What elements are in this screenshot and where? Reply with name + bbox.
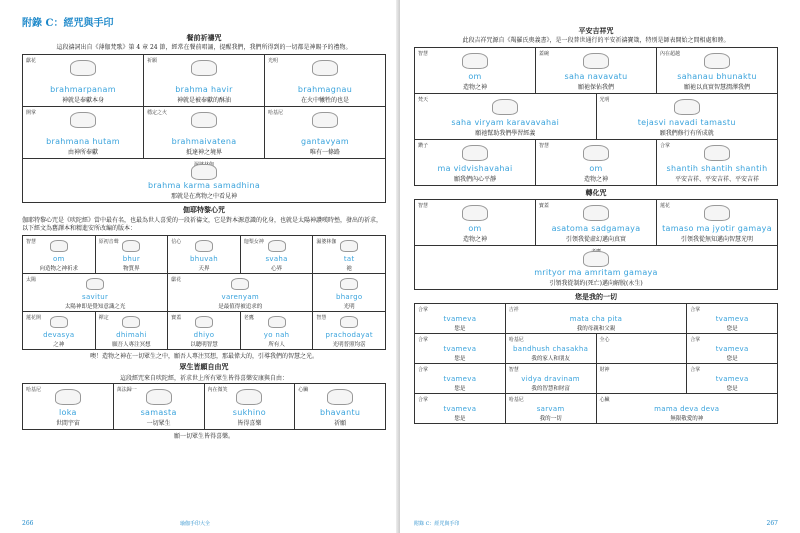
mudra-cell	[597, 334, 688, 364]
mudra-label: 內在超越	[660, 51, 681, 57]
translation-text: 心界	[271, 266, 283, 272]
sanskrit-text: savitur	[82, 293, 109, 301]
sanskrit-text: brahma havir	[175, 85, 233, 94]
mudra-label: 萬法歸一	[116, 387, 137, 393]
mudra-cell	[144, 55, 265, 107]
mudra-cell	[506, 394, 597, 424]
mudra-grid	[414, 199, 778, 290]
mudra-cell	[23, 236, 96, 274]
translation-text: 光明普照均霑	[332, 342, 366, 348]
sanskrit-text: tat	[343, 255, 355, 263]
mudra-cell	[241, 312, 314, 350]
hand-icon	[583, 205, 609, 221]
mudra-cell	[96, 312, 169, 350]
mudra-cell-wide	[415, 246, 778, 290]
mudra-cell	[657, 200, 778, 246]
hand-icon	[50, 240, 68, 252]
sanskrit-text: brahmagnau	[297, 85, 353, 94]
mudra-cell	[506, 304, 688, 334]
mudra-grid	[22, 383, 386, 430]
hand-icon	[312, 60, 338, 76]
hand-icon	[312, 112, 338, 128]
hand-icon	[327, 389, 353, 405]
hand-icon	[462, 53, 488, 69]
mudra-cell	[313, 236, 386, 274]
hand-icon	[191, 112, 217, 128]
mudra-label: 蓮花	[660, 203, 671, 209]
closing-line: 願一切眾生皆得喜樂。	[173, 433, 234, 440]
section-title: 餐前祈禱咒	[186, 33, 222, 42]
sanskrit-text: tvameva	[443, 405, 477, 413]
sanskrit-text: varenyam	[221, 293, 260, 301]
sanskrit-text: yo nah	[263, 331, 290, 339]
mudra-label: 迦梨女神	[243, 239, 264, 245]
mudra-cell	[144, 107, 265, 159]
translation-text: 引領我從制約(死亡)邁向解脫(永生)	[549, 280, 643, 287]
mudra-cell	[597, 394, 779, 424]
sanskrit-text: asatoma sadgamaya	[551, 224, 641, 233]
sanskrit-text: bhur	[122, 255, 141, 263]
mudra-label: 合掌	[418, 397, 429, 403]
mudra-label: 寶蓋	[539, 203, 550, 209]
sanskrit-text: devasya	[43, 331, 75, 339]
sanskrit-text: prachodayat	[325, 331, 373, 339]
mudra-label: 蓮花開	[26, 315, 42, 321]
hand-icon	[70, 112, 96, 128]
hand-icon	[583, 251, 609, 267]
page-number: 266	[22, 520, 34, 527]
hand-icon	[146, 389, 172, 405]
chapter-header: 附錄 C：經咒與手印	[22, 18, 114, 29]
sanskrit-text: om	[468, 72, 482, 81]
mudra-grid	[414, 94, 778, 140]
translation-text: 願吾人專注冥想	[112, 342, 151, 348]
mudra-cell	[23, 384, 114, 430]
translation-text: 引領我從無知邁向智慧光明	[680, 236, 753, 243]
translation-text: 我的母親和父親	[576, 326, 616, 332]
mudra-label: 智慧	[26, 239, 37, 245]
mudra-cell	[295, 384, 386, 430]
hand-icon	[704, 53, 730, 69]
translation-text: 我的家人和朋友	[531, 356, 570, 362]
mudra-label: 智慧	[418, 203, 429, 209]
hand-icon	[122, 316, 140, 328]
translation-text: 那就是在萬物之中看見神	[170, 193, 237, 200]
sanskrit-text: saha navavatu	[564, 72, 628, 81]
mudra-cell	[687, 364, 778, 394]
mudra-cell	[415, 48, 536, 94]
sanskrit-text: om	[468, 224, 482, 233]
hand-icon	[55, 389, 81, 405]
mudra-cell	[536, 140, 657, 186]
hand-icon	[268, 316, 286, 328]
sanskrit-text: svaha	[265, 255, 288, 263]
translation-text: 在火中犧牲的也是	[300, 97, 349, 104]
sanskrit-text: tvameva	[715, 315, 749, 323]
sanskrit-text: mata cha pita	[569, 315, 623, 323]
sanskrit-text: tvameva	[443, 375, 477, 383]
sanskrit-text: sahanau bhunaktu	[677, 72, 757, 81]
sanskrit-text: tvameva	[715, 345, 749, 353]
translation-text: 我的智慧和財富	[531, 386, 570, 392]
hand-icon	[191, 164, 217, 180]
hand-icon	[195, 240, 213, 252]
mudra-label: 老鷹	[243, 315, 254, 321]
translation-text: 太陽神即是覺知意識之光	[64, 304, 126, 310]
mudra-label: 哈基尼	[508, 337, 524, 343]
translation-text: 抵達神之境界	[185, 149, 222, 156]
mudra-label: 智慧	[539, 143, 550, 149]
mudra-label: 吉祥	[508, 307, 519, 313]
hand-icon	[704, 145, 730, 161]
hand-icon	[231, 278, 249, 290]
mudra-label: 寶蓋	[171, 315, 182, 321]
mudra-label: 光明	[268, 58, 279, 64]
section-intro: 伽耶特黎心咒是《吠陀經》當中最有名，也最為世人喜愛的一段祈禱文，它是對本源意識的化身，也就是太陽神讚嘆時墊，發出的祈求，以下經文為舊譯本和精進安所改編的版本：	[22, 217, 383, 232]
sanskrit-text: brahmana hutam	[46, 137, 120, 146]
sanskrit-text: samasta	[140, 408, 177, 417]
mudra-label: 信心	[171, 239, 182, 245]
hand-icon	[674, 99, 700, 115]
translation-text: 您是	[454, 356, 466, 362]
mudra-cell	[241, 236, 314, 274]
mudra-cell	[687, 304, 778, 334]
hand-icon	[462, 205, 488, 221]
sanskrit-text: bhavantu	[319, 408, 361, 417]
mudra-cell	[265, 55, 386, 107]
translation-text: 天界	[198, 266, 210, 272]
mudra-cell	[313, 312, 386, 350]
mudra-grid	[414, 394, 778, 424]
section-title: 伽耶特黎心咒	[183, 205, 225, 214]
mudra-cell	[506, 334, 597, 364]
mudra-label: 心臟	[298, 387, 309, 393]
hand-icon	[340, 240, 358, 252]
page-number: 267	[766, 520, 778, 527]
translation-text: 唯有一條路	[309, 149, 340, 156]
closing-line: 噢！造物之神在一切眾生之中，願吾人專注冥想，那最偉大的，引導我們的智慧之光。	[89, 353, 318, 360]
sanskrit-text: dhimahi	[116, 331, 147, 339]
mudra-cell	[415, 334, 506, 364]
mudra-label: 原初音聲	[98, 239, 119, 245]
sanskrit-text: shantih shantih shantih	[666, 164, 768, 173]
sanskrit-text: vidya dravinam	[521, 375, 580, 383]
mudra-label: 智慧	[316, 315, 327, 321]
sanskrit-text: bandhush chasakha	[513, 345, 589, 353]
sanskrit-text: tejasvi navadi tamastu	[637, 118, 736, 127]
sanskrit-text: bhuvah	[189, 255, 218, 263]
mudra-cell	[114, 384, 205, 430]
mudra-grid	[414, 47, 778, 94]
sanskrit-text: loka	[59, 408, 77, 417]
mudra-label: 合掌	[418, 337, 429, 343]
footer-title: 附錄 C：經咒與手印	[414, 521, 460, 527]
mudra-label: 智慧	[508, 367, 519, 373]
translation-text: 所有人	[268, 342, 285, 348]
translation-text: 無限敬愛的神	[670, 416, 704, 422]
translation-text: 願祂以真實智慧潤澤我們	[683, 84, 750, 91]
hand-icon	[583, 145, 609, 161]
sanskrit-text: ma vidvishavahai	[437, 164, 513, 173]
translation-text: 祂	[346, 266, 352, 272]
mudra-cell-wide	[23, 159, 386, 203]
hand-icon	[236, 389, 262, 405]
translation-text: 願祂保佑我們	[577, 84, 614, 91]
mudra-cell	[96, 236, 169, 274]
translation-text: 光明	[343, 304, 355, 310]
mudra-label: 梵天	[418, 97, 429, 103]
section-intro: 這段經咒來自吠陀經，祈求世上所有眾生皆得喜樂安康與自由：	[119, 375, 288, 382]
sanskrit-text: sukhino	[232, 408, 266, 417]
mudra-grid	[414, 303, 778, 334]
mudra-cell	[265, 107, 386, 159]
sanskrit-text: mrityor ma amritam gamaya	[534, 268, 658, 277]
translation-text: 造物之神	[462, 84, 487, 91]
mudra-cell	[657, 48, 778, 94]
mudra-label: 心臟	[599, 397, 610, 403]
hand-icon	[268, 240, 286, 252]
translation-text: 由神所奉獻	[67, 149, 98, 156]
sanskrit-text: sarvam	[536, 405, 565, 413]
sanskrit-text: saha viryam karavavahai	[451, 118, 560, 127]
mudra-label: 穩定之火	[147, 110, 168, 116]
sanskrit-text: tvameva	[715, 375, 749, 383]
mudra-grid	[414, 140, 778, 186]
mudra-label: 合掌	[418, 367, 429, 373]
mudra-cell	[23, 274, 168, 312]
mudra-label: 開掌	[26, 110, 37, 116]
mudra-grid	[414, 334, 778, 394]
hand-icon	[340, 316, 358, 328]
mudra-cell	[415, 200, 536, 246]
mudra-cell	[597, 364, 688, 394]
translation-text: 您是	[454, 416, 466, 422]
sanskrit-text: mama deva deva	[654, 405, 720, 413]
mudra-label: 內在微笑	[207, 387, 228, 393]
mudra-label: 蓋碗	[539, 51, 550, 57]
mudra-cell	[597, 94, 779, 140]
translation-text: 祈願	[334, 420, 347, 427]
mudra-label: 太陽	[26, 277, 37, 283]
translation-text: 物質界	[123, 266, 140, 272]
mudra-label: 合掌	[690, 337, 701, 343]
mudra-cell	[687, 334, 778, 364]
hand-icon	[492, 99, 518, 115]
mudra-label: 濕婆林伽	[316, 239, 337, 245]
translation-text: 願我們內心平靜	[453, 176, 496, 183]
translation-text: 是最值得被追求的	[218, 304, 263, 310]
mudra-cell	[313, 274, 386, 312]
translation-text: 以聰明智慧	[190, 342, 218, 348]
translation-text: 神就是奉獻本身	[61, 97, 104, 104]
hand-icon	[340, 278, 358, 290]
sanskrit-text: om	[589, 164, 603, 173]
mudra-cell	[23, 312, 96, 350]
hand-icon	[191, 60, 217, 76]
mudra-cell	[168, 274, 313, 312]
mudra-cell	[506, 364, 597, 394]
right-page	[400, 0, 800, 533]
mudra-cell	[168, 236, 241, 274]
mudra-label: 禪定	[98, 315, 109, 321]
mudra-label: 哈基尼	[26, 387, 42, 393]
mudra-label: 合掌	[690, 367, 701, 373]
mudra-grid	[22, 54, 386, 203]
translation-text: 神就是被奉獻的酥油	[176, 97, 231, 104]
section-title: 您是我的一切	[575, 292, 617, 301]
mudra-cell	[168, 312, 241, 350]
translation-text: 願祂幫助我們學習經義	[475, 130, 536, 137]
mudra-cell	[415, 140, 536, 186]
mudra-label: 智慧	[418, 51, 429, 57]
mudra-cell	[657, 140, 778, 186]
mudra-cell	[23, 107, 144, 159]
mudra-label: 哈基尼	[508, 397, 524, 403]
translation-text: 世間宇宙	[55, 420, 80, 427]
section-title: 眾生皆願自由咒	[179, 362, 229, 371]
mudra-label: 光明	[599, 97, 610, 103]
mudra-cell	[415, 304, 506, 334]
mudra-cell	[415, 364, 506, 394]
translation-text: 我的一切	[539, 416, 562, 422]
mudra-label: 祈願	[147, 58, 158, 64]
mudra-cell	[205, 384, 296, 430]
sanskrit-text: brahmaivatena	[171, 137, 237, 146]
mudra-label: 財神	[599, 367, 610, 373]
translation-text: 引領我從虛幻邁向真實	[565, 236, 626, 243]
hand-icon	[583, 53, 609, 69]
hand-icon	[462, 145, 488, 161]
translation-text: 之神	[53, 342, 65, 348]
mudra-label: 合掌	[660, 143, 671, 149]
translation-text: 您是	[726, 326, 738, 332]
sanskrit-text: om	[52, 255, 65, 263]
mudra-label: 全心	[599, 337, 610, 343]
mudra-grid	[22, 235, 386, 350]
translation-text: 您是	[726, 386, 738, 392]
hand-icon	[704, 205, 730, 221]
hand-icon	[122, 240, 140, 252]
section-title: 轉化咒	[585, 188, 607, 197]
mudra-cell	[415, 394, 506, 424]
mudra-label: 獻花	[171, 277, 182, 283]
translation-text: 您是	[454, 326, 466, 332]
sanskrit-text: bhargo	[335, 293, 363, 301]
sanskrit-text: gantavyam	[301, 137, 349, 146]
sanskrit-text: tvameva	[443, 345, 477, 353]
translation-text: 向造物之神祈求	[39, 266, 79, 272]
translation-text: 願我們修行有所成就	[659, 130, 714, 137]
sanskrit-text: tamaso ma jyotir gamaya	[662, 224, 772, 233]
mudra-label: 合掌	[690, 307, 701, 313]
section-title: 平安吉祥咒	[578, 26, 614, 35]
mudra-cell	[23, 55, 144, 107]
sanskrit-text: brahmarpanam	[50, 85, 116, 94]
sanskrit-text: brahma karma samadhina	[147, 181, 261, 190]
sanskrit-text: dhiyo	[193, 331, 215, 339]
mudra-label: 鑽子	[418, 143, 429, 149]
translation-text: 您是	[726, 356, 738, 362]
hand-icon	[70, 60, 96, 76]
sanskrit-text: tvameva	[443, 315, 477, 323]
mudra-cell	[536, 200, 657, 246]
translation-text: 平安吉祥、平安吉祥、平安吉祥	[674, 176, 759, 183]
hand-icon	[86, 278, 104, 290]
section-intro: 這段禱詞出自《薄伽梵歌》第 4 章 24 節，經常在餐前唱誦，提醒我們，我們所得到的一切都是神賜予的禮物。	[56, 44, 352, 51]
mudra-cell	[536, 48, 657, 94]
translation-text: 造物之神	[583, 176, 608, 183]
translation-text: 一切眾生	[146, 420, 171, 427]
section-intro: 此段吉祥咒源自《羯羅氏奧義書》，是一段普世通行的平安祈禱寶箴，特別是師表開始之間相處和睦。	[462, 37, 730, 44]
translation-text: 造物之神	[462, 236, 487, 243]
mudra-label: 哈基尼	[268, 110, 284, 116]
footer-title: 瑜伽手印大全	[180, 521, 211, 527]
hand-icon	[195, 316, 213, 328]
translation-text: 皆得喜樂	[237, 420, 262, 427]
mudra-label: 獻花	[26, 58, 37, 64]
mudra-cell	[415, 94, 597, 140]
hand-icon	[50, 316, 68, 328]
mudra-label: 合掌	[418, 307, 429, 313]
translation-text: 您是	[454, 386, 466, 392]
